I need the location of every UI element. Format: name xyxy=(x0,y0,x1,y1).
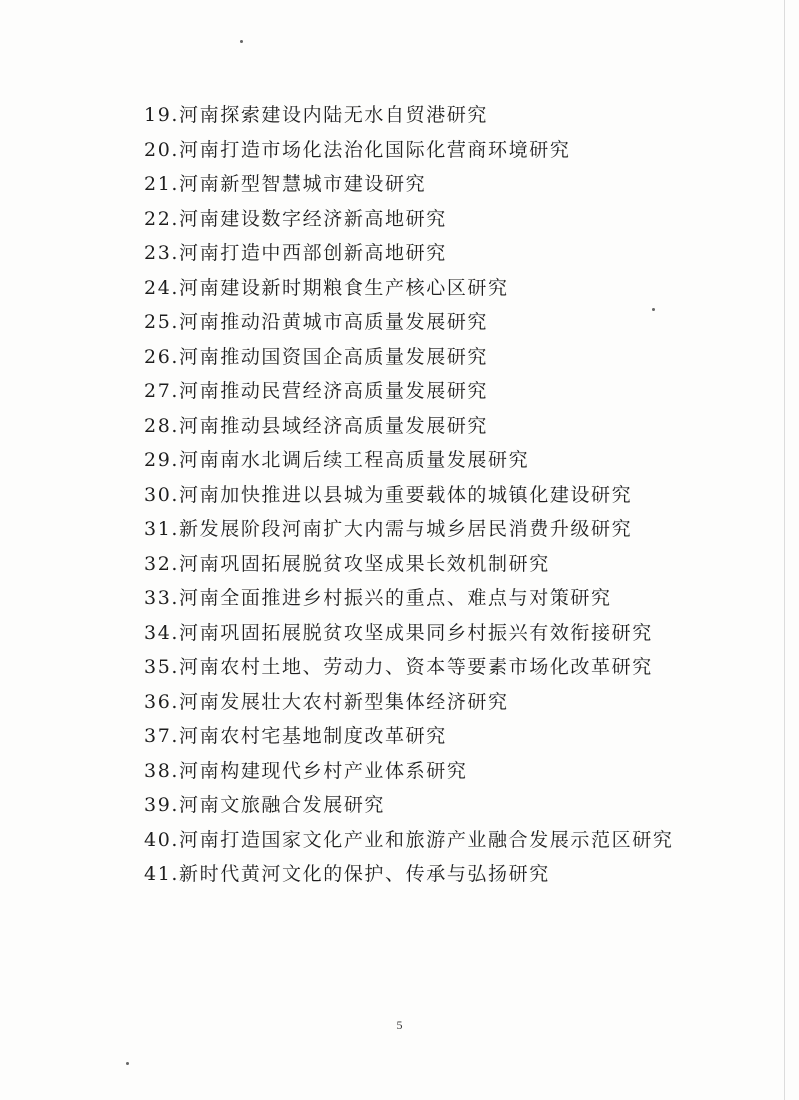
research-topic-list xyxy=(144,98,673,892)
list-item: 36.河南发展壮大农村新型集体经济研究 xyxy=(144,690,509,713)
list-item: 34.河南巩固拓展脱贫攻坚成果同乡村振兴有效衔接研究 xyxy=(144,621,653,644)
page-number: 5 xyxy=(396,1018,403,1032)
list-item: 24.河南建设新时期粮食生产核心区研究 xyxy=(144,276,509,299)
list-item: 30.河南加快推进以县城为重要载体的城镇化建设研究 xyxy=(144,483,633,506)
list-item: 29.河南南水北调后续工程高质量发展研究 xyxy=(144,449,530,471)
list-item: 39.河南文旅融合发展研究 xyxy=(144,794,386,816)
list-item: 21.河南新型智慧城市建设研究 xyxy=(144,173,427,195)
list-item: 35.河南农村土地、劳动力、资本等要素市场化改革研究 xyxy=(144,656,653,678)
list-item: 40.河南打造国家文化产业和旅游产业融合发展示范区研究 xyxy=(144,828,674,851)
scan-speck xyxy=(652,308,655,311)
list-item: 37.河南农村宅基地制度改革研究 xyxy=(144,725,447,747)
list-item: 23.河南打造中西部创新高地研究 xyxy=(144,242,447,264)
list-item: 33.河南全面推进乡村振兴的重点、难点与对策研究 xyxy=(144,587,612,609)
list-item: 32.河南巩固拓展脱贫攻坚成果长效机制研究 xyxy=(144,552,550,575)
list-item: 38.河南构建现代乡村产业体系研究 xyxy=(144,759,468,782)
list-item: 22.河南建设数字经济新高地研究 xyxy=(144,207,447,230)
page-edge-line xyxy=(784,0,785,1100)
list-item: 19.河南探索建设内陆无水自贸港研究 xyxy=(144,104,489,126)
list-item: 31.新发展阶段河南扩大内需与城乡居民消费升级研究 xyxy=(144,518,633,540)
scan-speck xyxy=(240,40,243,43)
list-item: 27.河南推动民营经济高质量发展研究 xyxy=(144,380,489,402)
list-item: 26.河南推动国资国企高质量发展研究 xyxy=(144,345,489,368)
list-item: 20.河南打造市场化法治化国际化营商环境研究 xyxy=(144,138,571,161)
list-item: 25.河南推动沿黄城市高质量发展研究 xyxy=(144,311,489,333)
scan-speck xyxy=(126,1062,129,1065)
list-item: 41.新时代黄河文化的保护、传承与弘扬研究 xyxy=(144,863,550,885)
list-item: 28.河南推动县域经济高质量发展研究 xyxy=(144,414,489,437)
